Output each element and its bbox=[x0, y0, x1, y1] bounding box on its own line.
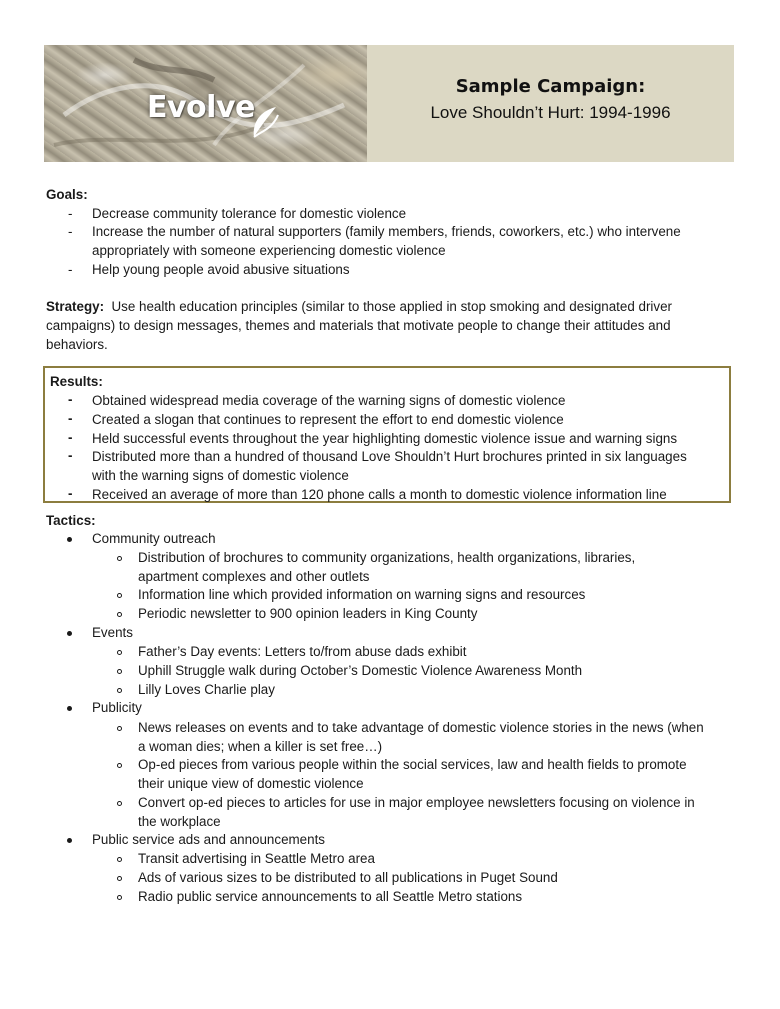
strategy-heading: Strategy: bbox=[46, 299, 105, 314]
tactic-item: Op-ed pieces from various people within the social services, law and health fields to promote bbox=[138, 757, 687, 772]
tactic-item-continued: their unique view of domestic violence bbox=[138, 776, 364, 791]
tactic-group-label: Publicity bbox=[92, 700, 142, 715]
tactic-item: Radio public service announcements to all Seattle Metro stations bbox=[138, 889, 523, 904]
dash-bullet: - bbox=[68, 448, 73, 463]
bullet-circle bbox=[117, 669, 122, 674]
tactic-item: Distribution of brochures to community organizations, health organizations, libraries, bbox=[138, 550, 636, 565]
result-item: Created a slogan that continues to represent the effort to end domestic violence bbox=[92, 412, 564, 427]
bullet-dot bbox=[67, 706, 72, 711]
page-title: Sample Campaign: bbox=[455, 76, 646, 97]
tactic-item: Convert op-ed pieces to articles for use in major employee newsletters focusing on violence in bbox=[138, 795, 695, 810]
tactic-item: Periodic newsletter to 900 opinion leaders in King County bbox=[138, 606, 478, 621]
dash-bullet: - bbox=[68, 224, 73, 239]
tactic-item: Information line which provided information on warning signs and resources bbox=[138, 587, 586, 602]
strategy-line bbox=[46, 298, 672, 317]
bullet-dot bbox=[67, 631, 72, 636]
tactic-group-label: Public service ads and announcements bbox=[92, 832, 325, 847]
result-item: Distributed more than a hundred of thousand Love Shouldn’t Hurt brochures printed in six languages bbox=[92, 449, 687, 464]
bullet-circle bbox=[117, 556, 122, 561]
result-item: Obtained widespread media coverage of the warning signs of domestic violence bbox=[92, 393, 566, 408]
tactic-item-continued: a woman dies; when a killer is set free…) bbox=[138, 739, 383, 754]
strategy-text: Use health education principles (similar to those applied in stop smoking and designated driver bbox=[111, 299, 672, 314]
goal-item: Increase the number of natural supporters (family members, friends, coworkers, etc.) who intervene bbox=[92, 224, 681, 239]
dash-bullet: - bbox=[68, 206, 73, 221]
bullet-circle bbox=[117, 895, 122, 900]
dash-bullet: - bbox=[68, 411, 73, 426]
tactic-group-label: Events bbox=[92, 625, 133, 640]
bullet-circle bbox=[117, 876, 122, 881]
tactic-group-label: Community outreach bbox=[92, 531, 216, 546]
result-item: Received an average of more than 120 phone calls a month to domestic violence information line bbox=[92, 487, 667, 502]
leaf-icon bbox=[250, 105, 280, 139]
dash-bullet: - bbox=[68, 262, 73, 277]
header-banner bbox=[44, 45, 734, 162]
title-panel bbox=[367, 45, 734, 162]
strategy-line: behaviors. bbox=[46, 337, 108, 352]
dash-bullet: - bbox=[68, 430, 73, 445]
tactic-item: Ads of various sizes to be distributed to all publications in Puget Sound bbox=[138, 870, 558, 885]
goal-item: Decrease community tolerance for domestic violence bbox=[92, 206, 407, 221]
bullet-circle bbox=[117, 612, 122, 617]
tactic-item-continued: apartment complexes and other outlets bbox=[138, 569, 370, 584]
goal-item: Help young people avoid abusive situations bbox=[92, 262, 350, 277]
tactic-item: News releases on events and to take advantage of domestic violence stories in the news (when bbox=[138, 720, 704, 735]
bullet-dot bbox=[67, 537, 72, 542]
dash-bullet: - bbox=[68, 392, 73, 407]
strategy-line: campaigns) to design messages, themes and materials that motivate people to change their attitudes and bbox=[46, 318, 671, 333]
tactic-item: Uphill Struggle walk during October’s Domestic Violence Awareness Month bbox=[138, 663, 583, 678]
bullet-dot bbox=[67, 838, 72, 843]
bullet-circle bbox=[117, 763, 122, 768]
evolve-logo-image bbox=[44, 45, 367, 162]
tactic-item: Transit advertising in Seattle Metro area bbox=[138, 851, 375, 866]
bullet-circle bbox=[117, 593, 122, 598]
tactic-item-continued: the workplace bbox=[138, 814, 221, 829]
bullet-circle bbox=[117, 801, 122, 806]
tactic-item: Lilly Loves Charlie play bbox=[138, 682, 275, 697]
bullet-circle bbox=[117, 726, 122, 731]
logo-text: Evolve bbox=[147, 90, 255, 125]
results-heading: Results: bbox=[50, 374, 103, 389]
bullet-circle bbox=[117, 688, 122, 693]
bullet-circle bbox=[117, 857, 122, 862]
result-item: Held successful events throughout the year highlighting domestic violence issue and warning signs bbox=[92, 431, 678, 446]
bullet-circle bbox=[117, 650, 122, 655]
goals-heading: Goals: bbox=[46, 187, 88, 202]
dash-bullet: - bbox=[68, 486, 73, 501]
goal-item-continued: appropriately with someone experiencing domestic violence bbox=[92, 243, 446, 258]
page-subtitle: Love Shouldn’t Hurt: 1994-1996 bbox=[430, 103, 671, 122]
tactic-item: Father’s Day events: Letters to/from abuse dads exhibit bbox=[138, 644, 467, 659]
tactics-heading: Tactics: bbox=[46, 513, 96, 528]
result-item-continued: with the warning signs of domestic violence bbox=[92, 468, 349, 483]
